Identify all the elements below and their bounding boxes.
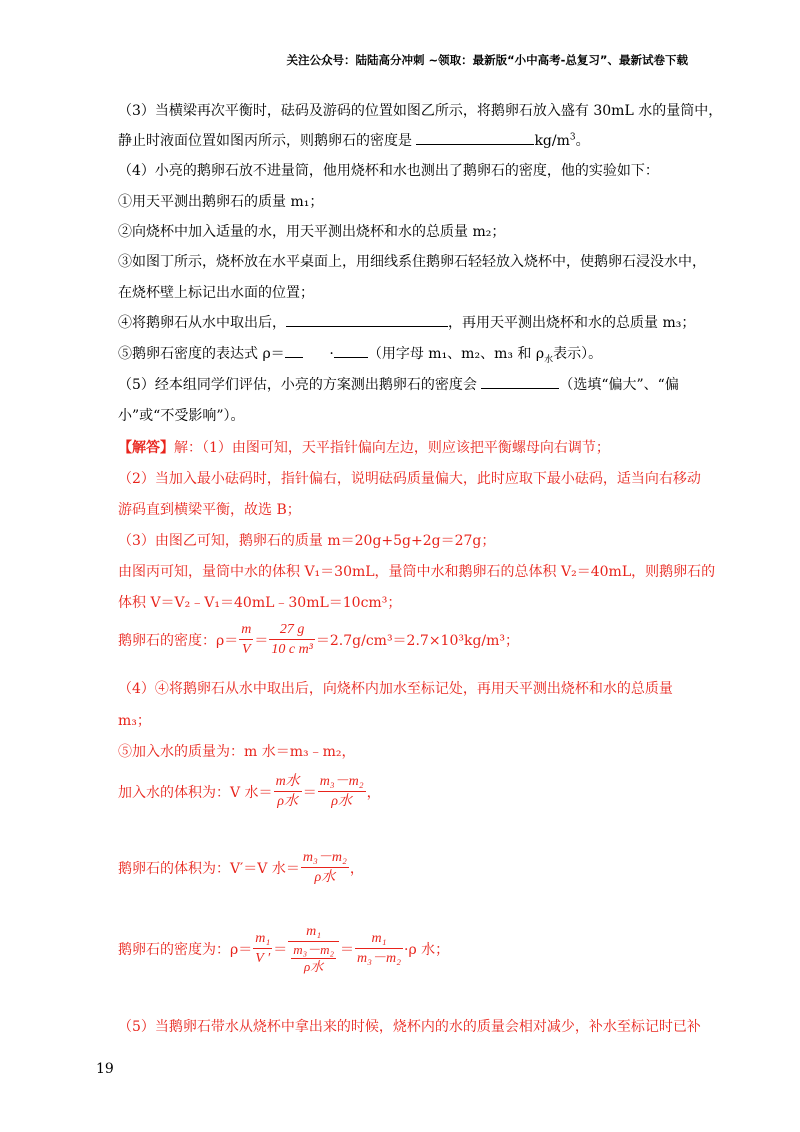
fraction-m1-over-m3m2: $\frac{\text{m₁}}{\text{m₃－m₂}}$ — [357, 931, 402, 966]
answer-blank-expr-2[interactable] — [334, 345, 368, 358]
fraction-m1-over-vprime: $\frac{\text{m₁}}{V '}$ — [255, 931, 271, 966]
answer-line-4b: m₃； — [118, 713, 151, 729]
answer-line-4a: （4）④将鹅卵石从水中取出后，向烧杯内加水至标记处，再用天平测出烧杯和水的总质量 — [118, 681, 673, 697]
fraction-m-over-v: $\frac{m}{V}$ — [241, 622, 252, 657]
page-header: 关注公众号：陆陆高分冲刺 ~领取：最新版“小中高考-总复习”、最新试卷下载 — [286, 53, 688, 67]
answer-line-5: 由图丙可知，量筒中水的体积 V₁＝30mL，量筒中水和鹅卵石的总体积 V₂＝40mL，则鹅卵石的 — [118, 564, 716, 580]
stone-volume-equation: 鹅卵石的体积为：V′＝V 水＝ $\frac{\text{m₃－m₂}}{\text{ρ水}}$ ， — [118, 850, 364, 885]
answer-label: 【解答】 — [118, 440, 174, 456]
page-number: 19 — [96, 1061, 114, 1077]
q3-line-2: 静止时液面位置如图丙所示，则鹅卵石的密度是 $kg/m^3$。 — [118, 132, 590, 149]
step-5: ⑤鹅卵石密度的表达式 ρ＝ · （用字母 m₁、m₂、m₃ 和 $\rho_水$表示）。 — [118, 346, 603, 365]
answer-line-2: （2）当加入最小砝码时，指针偏右，说明砝码质量偏大，此时应取下最小砝码，适当向右移动 — [118, 471, 701, 487]
q5-line-2: 小”或“不受影响”）。 — [118, 408, 245, 424]
answer-blank-expr-1[interactable] — [285, 345, 303, 358]
answer-line-3: 游码直到横梁平衡，故选 B； — [118, 502, 301, 518]
answer-line-5a: ⑤加入水的质量为：m 水＝m₃﹣m₂， — [118, 744, 356, 760]
answer-blank-density[interactable] — [416, 132, 534, 145]
density-equation: 鹅卵石的密度：ρ＝ $\frac{m}{V}$ ＝ $\frac{27 g}{\text{10 c m³}}$ ＝2.7g/cm³＝2.7×10³kg/m³； — [118, 622, 520, 657]
fraction-27g-over-10cm3: $\frac{27 g}{\text{10 c m³}}$ — [271, 622, 313, 657]
water-volume-equation: 加入水的体积为：V 水＝ $\frac{\text{m水}}{\text{ρ水}}$ ＝ $\frac{\text{m₃－m₂}}{\text{ρ水}}$ ， — [118, 774, 381, 809]
step-2: ②向烧杯中加入适量的水，用天平测出烧杯和水的总质量 m₂； — [118, 224, 506, 240]
stone-density-equation: 鹅卵石的密度为：ρ＝ $\frac{\text{m₁}}{V '}$ ＝ $\frac{\text{m₁}}{\frac{\text{m₃－m₂}}{\text{ρ水}}}$ ＝ $\frac{\text{m₁}}{\text{m₃－m₂}}$ ·ρ 水； — [118, 924, 450, 974]
fraction-nested: $\frac{\text{m₁}}{\frac{\text{m₃－m₂}}{\text{ρ水}}}$ — [288, 922, 339, 975]
answer-line-q5: （5）当鹅卵石带水从烧杯中拿出来的时候，烧杯内的水的质量会相对减少，补水至标记时已补 — [118, 1019, 701, 1035]
answer-line-4: （3）由图乙可知，鹅卵石的质量 m＝20g+5g+2g＝27g； — [118, 533, 496, 549]
fraction-mwater-over-rho: $\frac{\text{m水}}{\text{ρ水}}$ — [275, 774, 300, 809]
q3-line-1: （3）当横梁再次平衡时，砝码及游码的位置如图乙所示，将鹅卵石放入盛有 30mL 水的量筒中， — [118, 103, 723, 119]
step-4: ④将鹅卵石从水中取出后， ，再用天平测出烧杯和水的总质量 m₃； — [118, 315, 696, 331]
q4-intro: （4）小亮的鹅卵石放不进量筒，他用烧杯和水也测出了鹅卵石的密度，他的实验如下： — [118, 163, 659, 179]
answer-line-1: 【解答】解：（1）由图可知，天平指针偏向左边，则应该把平衡螺母向右调节； — [118, 440, 610, 456]
q5-line-1: （5）经本组同学们评估，小亮的方案测出鹅卵石的密度会 （选填“偏大”、“偏 — [118, 377, 679, 393]
answer-line-6: 体积 V＝V₂﹣V₁＝40mL﹣30mL＝10cm³； — [118, 595, 402, 611]
fraction-m3m2-over-rho-2: $\frac{\text{m₃－m₂}}{\text{ρ水}}$ — [302, 850, 347, 885]
step-3-line-2: 在烧杯壁上标记出水面的位置； — [118, 285, 314, 301]
step-1: ①用天平测出鹅卵石的质量 m₁； — [118, 194, 324, 210]
fraction-m3m2-over-rho: $\frac{\text{m₃－m₂}}{\text{ρ水}}$ — [319, 774, 364, 809]
answer-blank-step4[interactable] — [286, 314, 448, 327]
step-3-line-1: ③如图丁所示，烧杯放在水平桌面上，用细线系住鹅卵石轻轻放入烧杯中，使鹅卵石浸没水中， — [118, 254, 706, 270]
answer-blank-q5[interactable] — [481, 376, 559, 389]
